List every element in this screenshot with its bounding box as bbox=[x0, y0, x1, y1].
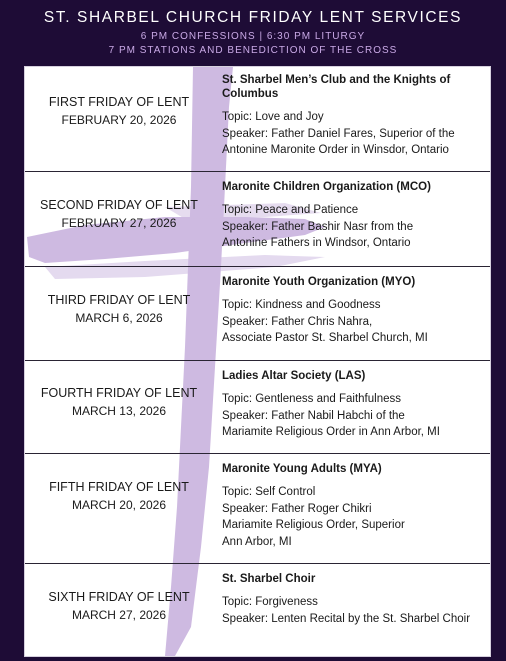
speaker-detail: Antonine Maronite Order in Winsdor, Ontario bbox=[222, 144, 449, 156]
speaker: Speaker: Father Daniel Fares, Superior of the bbox=[222, 127, 455, 140]
schedule-line-1: 6 PM CONFESSIONS | 6:30 PM LITURGY bbox=[140, 31, 366, 42]
service-row-1 bbox=[25, 67, 490, 172]
service-date: MARCH 13, 2026 bbox=[71, 404, 167, 418]
service-date: FEBRUARY 27, 2026 bbox=[61, 216, 177, 230]
service-day: THIRD FRIDAY OF LENT bbox=[47, 293, 191, 307]
topic: Topic: Kindness and Goodness bbox=[222, 299, 381, 311]
topic: Topic: Forgiveness bbox=[222, 596, 318, 608]
service-day: FOURTH FRIDAY OF LENT bbox=[40, 386, 198, 400]
service-row-2 bbox=[25, 172, 490, 267]
service-day: SIXTH FRIDAY OF LENT bbox=[48, 590, 190, 604]
service-row-3 bbox=[25, 267, 490, 361]
speaker-detail: Mariamite Religious Order, Superior bbox=[222, 519, 405, 531]
speaker-detail: Mariamite Religious Order in Ann Arbor, MI bbox=[222, 426, 440, 438]
service-row-6 bbox=[25, 564, 490, 656]
service-day: FIRST FRIDAY OF LENT bbox=[48, 95, 190, 109]
speaker-location: Ann Arbor, MI bbox=[222, 535, 292, 548]
service-date: MARCH 20, 2026 bbox=[71, 498, 167, 512]
topic: Topic: Love and Joy bbox=[222, 111, 324, 123]
service-date: MARCH 6, 2026 bbox=[75, 311, 163, 325]
service-date: FEBRUARY 20, 2026 bbox=[61, 113, 177, 127]
speaker-detail: Associate Pastor St. Sharbel Church, MI bbox=[222, 332, 428, 344]
organization-name: Maronite Youth Organization (MYO) bbox=[222, 276, 416, 288]
speaker-detail: Antonine Fathers in Windsor, Ontario bbox=[222, 237, 411, 249]
speaker: Speaker: Father Roger Chikri bbox=[222, 502, 372, 515]
organization-name: St. Sharbel Choir bbox=[222, 573, 316, 585]
organization-name: Maronite Children Organization (MCO) bbox=[222, 181, 431, 193]
service-row-5 bbox=[25, 454, 490, 564]
topic: Topic: Peace and Patience bbox=[222, 204, 359, 216]
service-date: MARCH 27, 2026 bbox=[71, 608, 167, 622]
service-day: FIFTH FRIDAY OF LENT bbox=[49, 480, 189, 494]
page-title: ST. SHARBEL CHURCH FRIDAY LENT SERVICES bbox=[43, 9, 463, 26]
service-row-4 bbox=[25, 361, 490, 454]
service-day: SECOND FRIDAY OF LENT bbox=[40, 198, 198, 212]
speaker: Speaker: Father Nabil Habchi of the bbox=[222, 409, 405, 422]
topic: Topic: Self Control bbox=[222, 486, 316, 498]
topic: Topic: Gentleness and Faithfulness bbox=[222, 393, 401, 405]
organization-name: Ladies Altar Society (LAS) bbox=[222, 370, 366, 382]
schedule-line-2: 7 PM STATIONS AND BENEDICTION OF THE CROSS bbox=[108, 45, 398, 56]
speaker: Speaker: Father Bashir Nasr from the bbox=[222, 220, 414, 233]
services-panel bbox=[24, 66, 491, 657]
organization-name: St. Sharbel Men’s Club and the Knights of Columbus bbox=[222, 74, 451, 100]
organization-name: Maronite Young Adults (MYA) bbox=[222, 463, 382, 475]
speaker: Speaker: Father Chris Nahra, bbox=[222, 315, 373, 328]
speaker: Speaker: Lenten Recital by the St. Sharbel Choir bbox=[222, 612, 471, 625]
